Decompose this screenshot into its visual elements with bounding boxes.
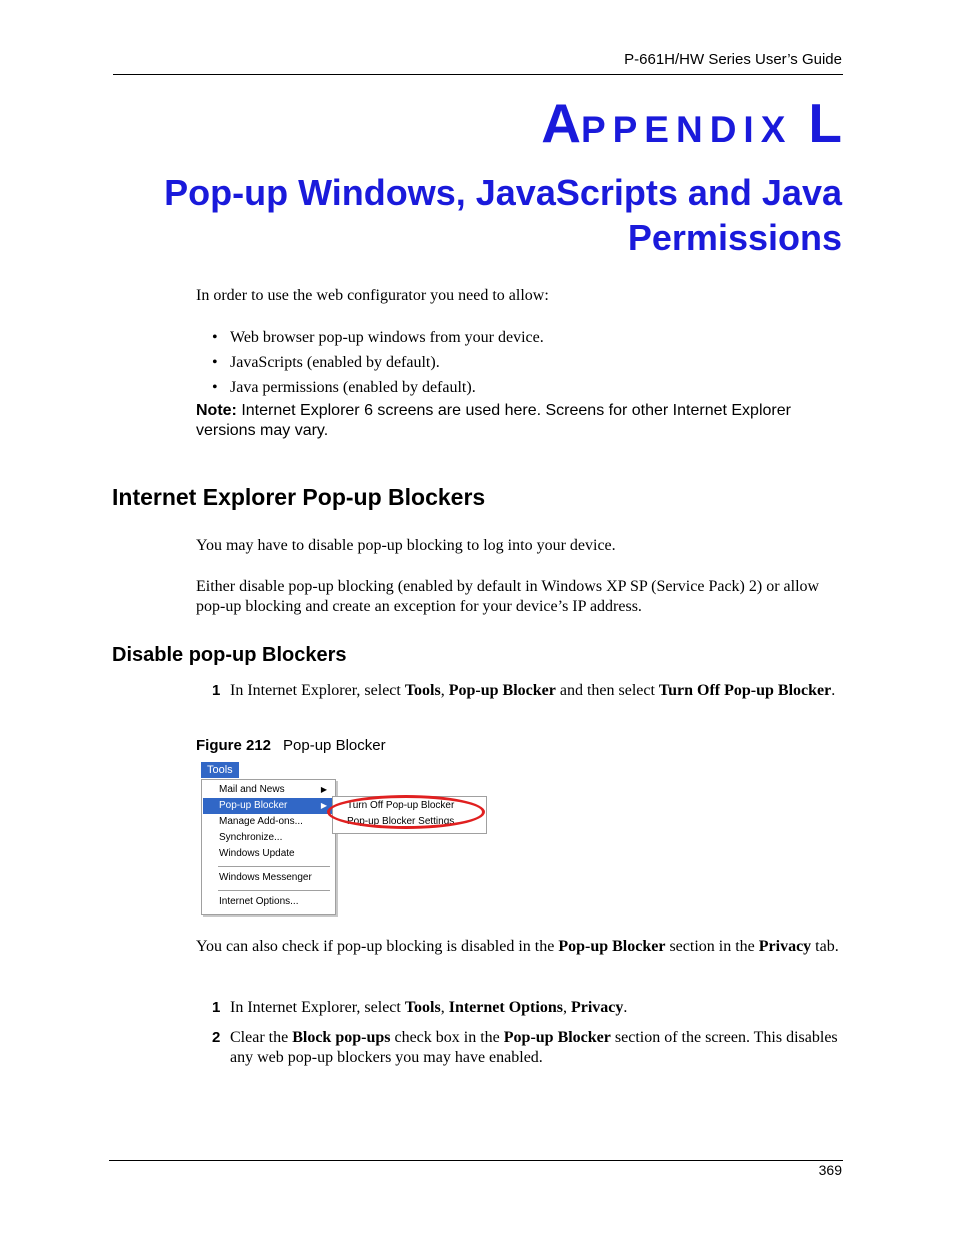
- appendix-word-rest: PPENDIX: [580, 109, 793, 150]
- paragraph: You may have to disable pop-up blocking to log into your device.: [196, 537, 616, 554]
- appendix-title: [541, 92, 842, 154]
- menu-item-pop-up-blocker: Pop-up Blocker ▶: [203, 798, 332, 814]
- step-3: 2 Clear the Block pop-ups check box in the Pop-up Blocker section of the screen. This disables any web pop-up blockers you may have enabled.: [212, 1029, 838, 1066]
- submenu-item-turn-off: Turn Off Pop-up Blocker: [347, 800, 455, 811]
- list-item: • Web browser pop-up windows from your device.: [212, 329, 544, 346]
- intro-paragraph: In order to use the web configurator you need to allow:: [196, 287, 549, 304]
- note: [196, 401, 846, 441]
- note-label: Note:: [196, 402, 237, 419]
- menu-item-mail-and-news: Mail and News ▶: [203, 782, 332, 798]
- footer-rule: [109, 1160, 843, 1161]
- chevron-right-icon: ▶: [320, 785, 327, 794]
- list-item: • Java permissions (enabled by default).: [212, 379, 476, 396]
- chevron-right-icon: ▶: [320, 801, 327, 810]
- step-1: 1 In Internet Explorer, select Tools, Pop-up Blocker and then select Turn Off Pop-up Blocker.: [212, 682, 836, 699]
- header-guide-title: P-661H/HW Series User’s Guide: [624, 51, 842, 68]
- section-heading-pop-up-blockers: Internet Explorer Pop-up Blockers: [112, 484, 486, 510]
- step-2: 1 In Internet Explorer, select Tools, Internet Options, Privacy.: [212, 999, 628, 1016]
- chapter-title: Pop-up Windows, JavaScripts and Java Permissions: [164, 172, 842, 258]
- menu-item-internet-options: Internet Options...: [219, 896, 299, 907]
- figure-caption: Figure 212 Pop-up Blocker: [196, 737, 386, 754]
- tools-menu-title: Tools: [201, 762, 239, 778]
- note-text: Internet Explorer 6 screens are used here. Screens for other Internet Explorer versions may vary.: [196, 402, 791, 439]
- menu-separator: [218, 866, 330, 867]
- menu-item-synchronize: Synchronize...: [219, 832, 283, 843]
- menu-item-manage-add-ons: Manage Add-ons...: [219, 816, 303, 827]
- subsection-heading-disable: Disable pop-up Blockers: [112, 644, 347, 666]
- appendix-first-letter: A: [541, 92, 581, 154]
- page-number: 369: [818, 1162, 842, 1178]
- submenu-item-settings: Pop-up Blocker Settings: [347, 816, 455, 827]
- requirements-list: [212, 325, 544, 400]
- list-item: • JavaScripts (enabled by default).: [212, 354, 440, 371]
- menu-item-windows-update: Windows Update: [219, 848, 295, 859]
- paragraph: Either disable pop-up blocking (enabled by default in Windows XP SP (Service Pack) 2) or allow pop-up blocking and create an exception for your device’s IP address.: [196, 578, 820, 615]
- menu-separator: [218, 890, 330, 891]
- menu-item-windows-messenger: Windows Messenger: [219, 872, 312, 883]
- appendix-letter: L: [808, 92, 842, 154]
- pop-up-blocker-screenshot: [200, 760, 490, 918]
- paragraph: You can also check if pop-up blocking is disabled in the Pop-up Blocker section in the Privacy tab.: [196, 938, 839, 955]
- highlight-annotation-oval: [327, 795, 485, 829]
- header-rule: [113, 74, 843, 75]
- tools-menu: [201, 779, 336, 915]
